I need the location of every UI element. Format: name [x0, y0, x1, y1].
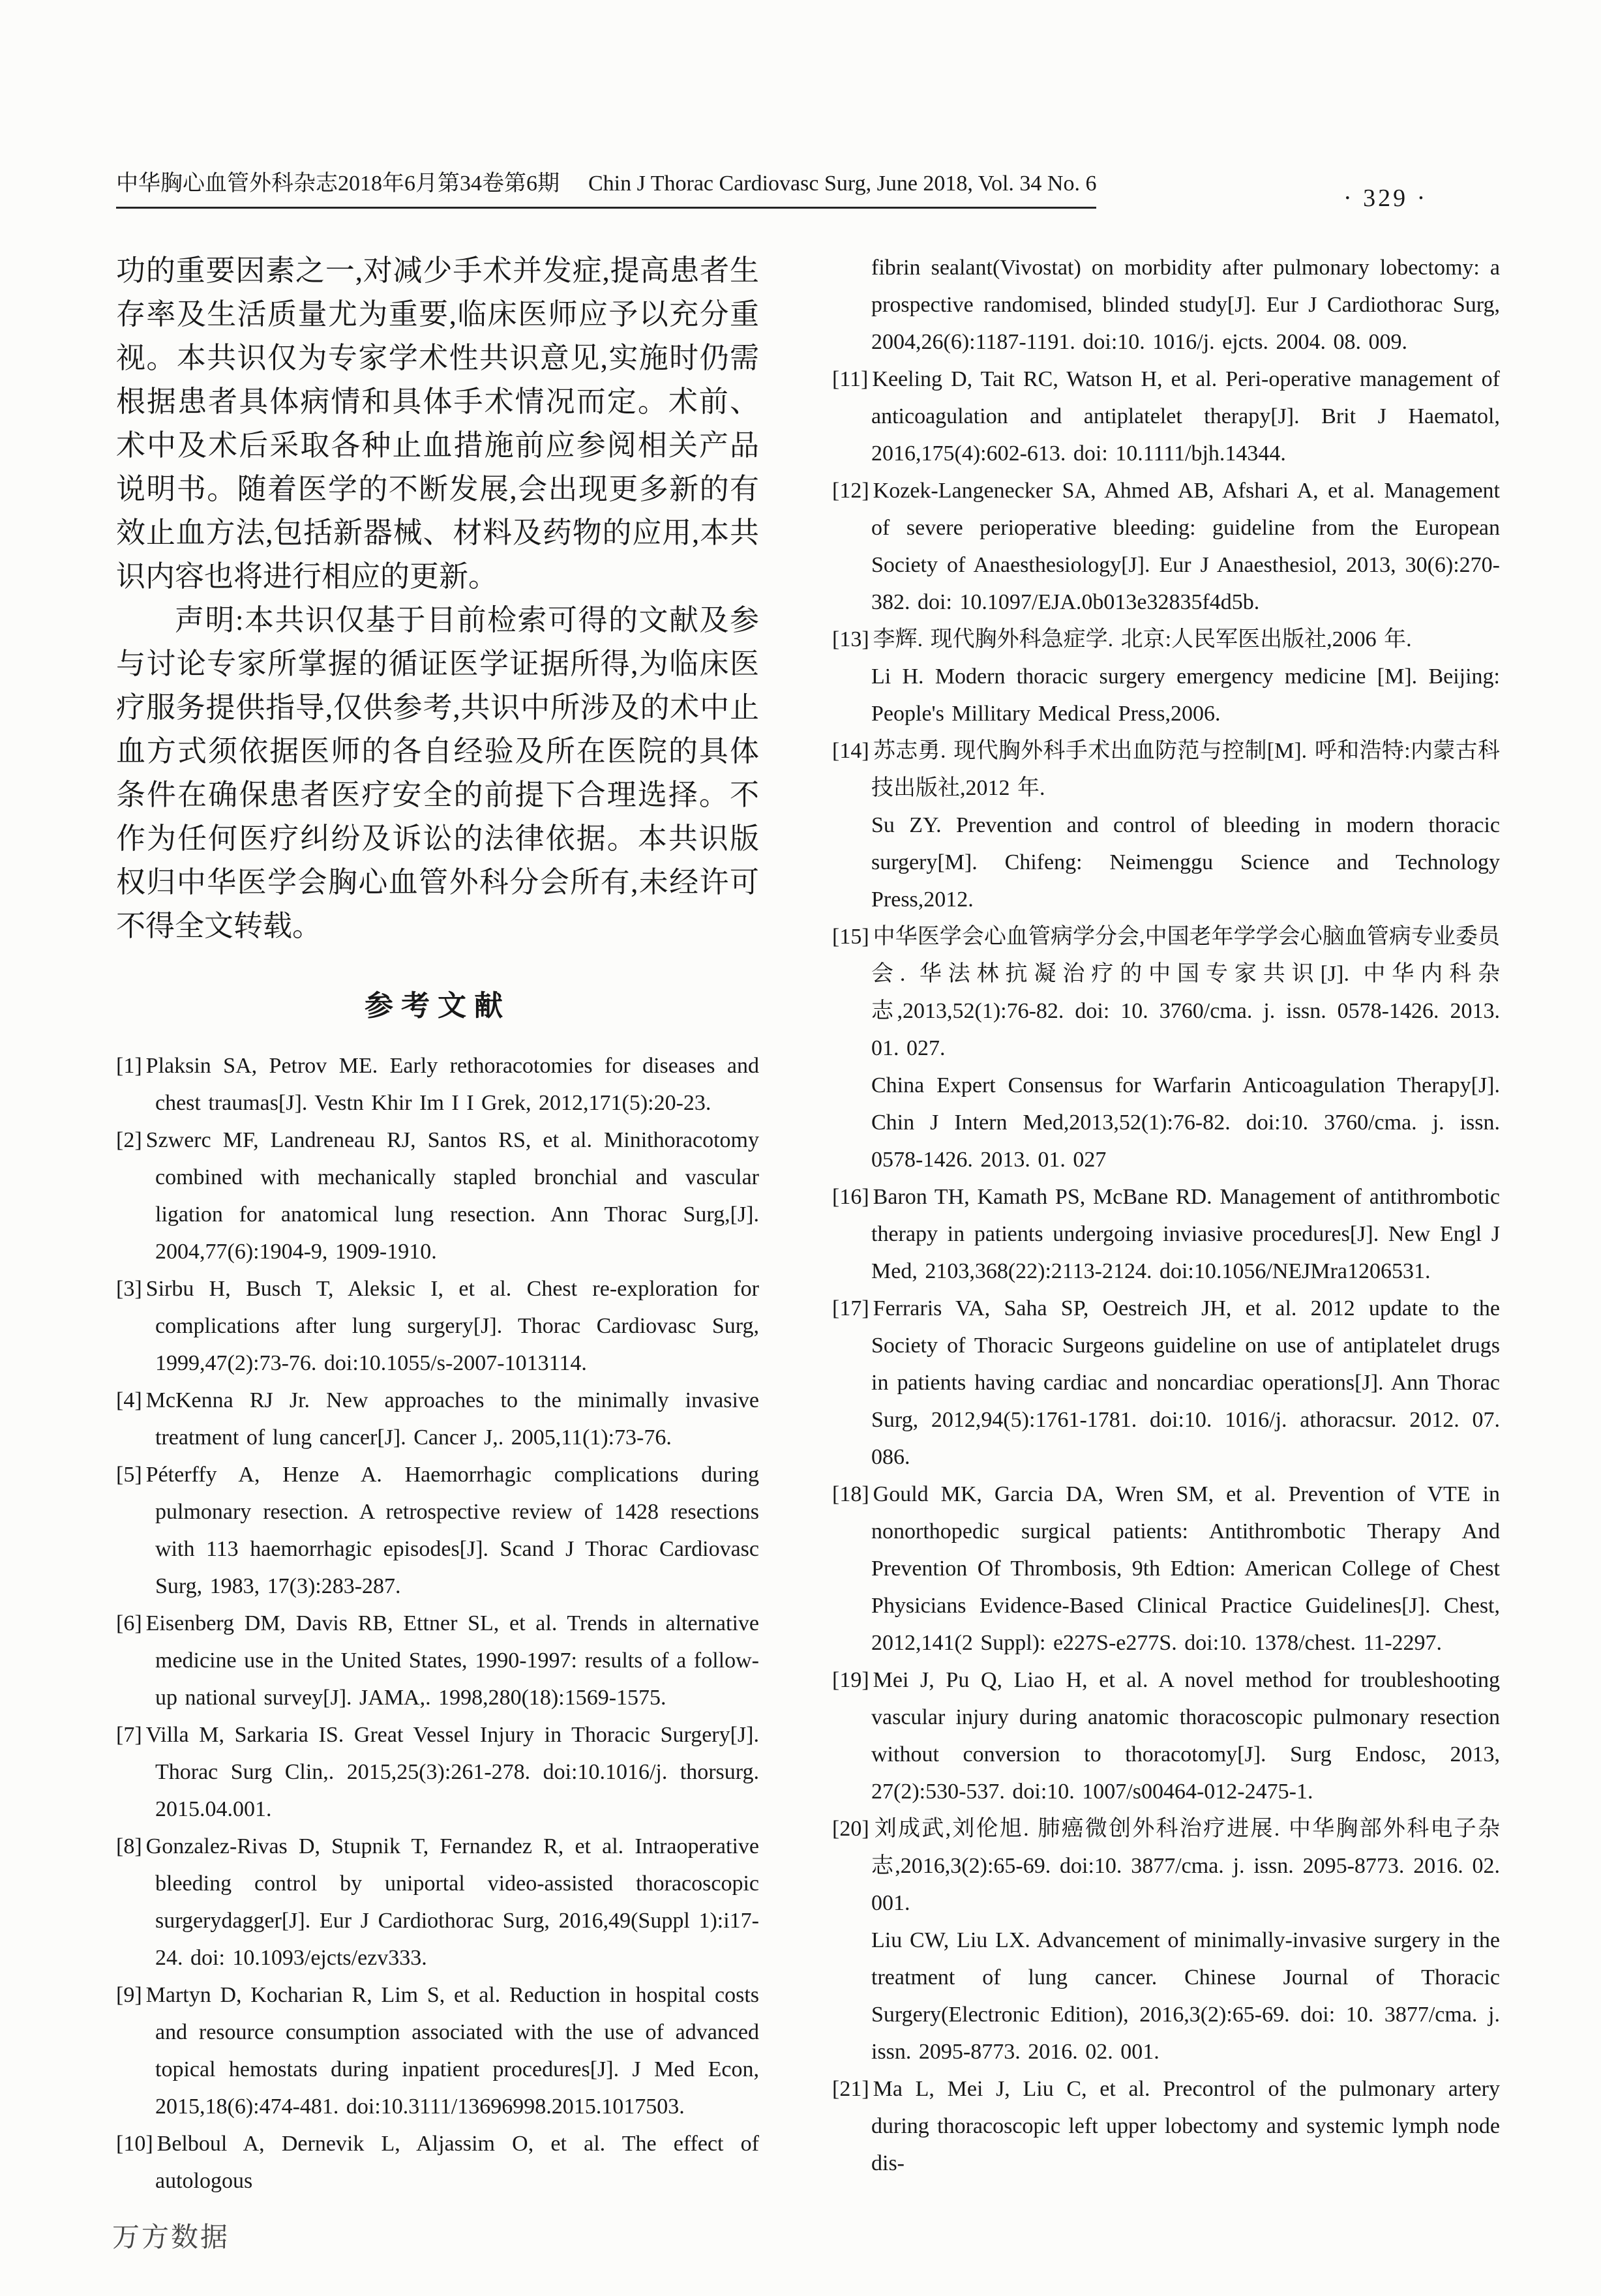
reference-text-line: [832, 918, 1500, 1067]
left-column: [116, 249, 759, 2199]
reference-21: [832, 2070, 1500, 2182]
right-column: [832, 249, 1500, 2199]
reference-text: 刘成武,刘伦旭. 肺癌微创外科治疗进展. 中华胸部外科电子杂志,2016,3(2):65-69. doi:10. 3877/cma. j. issn. 2095-8773. 2016. 02. 001.: [871, 1817, 1500, 1915]
paragraph-statement: 声明:本共识仅基于目前检索可得的文献及参与讨论专家所掌握的循证医学证据所得,为临床医疗服务提供指导,仅供参考,共识中所涉及的术中止血方式须依据医师的各自经验及所在医院的具体条件在确保患者医疗安全的前提下合理选择。不作为任何医疗纠纷及诉讼的法律依据。本共识版权归中华医学会胸心血管外科分会所有,未经许可不得全文转载。: [116, 604, 759, 942]
reference-5: [116, 1456, 759, 1605]
reference-3: [116, 1270, 759, 1382]
reference-id: [3]: [116, 1277, 142, 1301]
reference-text: Sirbu H, Busch T, Aleksic I, et al. Chest re-exploration for complications after lung surgery[J]. Thorac Cardiovasc Surg, 1999,47(2):73-76. doi:10.1055/s-2007-1013114.: [145, 1277, 759, 1375]
reference-11: [832, 361, 1500, 472]
reference-text: Gould MK, Garcia DA, Wren SM, et al. Prevention of VTE in nonorthopedic surgical patients: Antithrombotic Therapy And Prevention Of Thrombosis, 9th Edtion: American College of Chest Physicians Evidence-Based Clinical Practice Guidelines[J]. Chest, 2012,141(2 Suppl): e227S-e277S. doi:10. 1378/chest. 11-2297.: [871, 1482, 1500, 1655]
reference-id: [7]: [116, 1723, 142, 1747]
reference-14: [832, 732, 1500, 918]
reference-id: [8]: [116, 1834, 142, 1858]
reference-18: [832, 1476, 1500, 1662]
reference-text: 李辉. 现代胸外科急症学. 北京:人民军医出版社,2006 年.: [873, 627, 1412, 651]
reference-text: Gonzalez-Rivas D, Stupnik T, Fernandez R, et al. Intraoperative bleeding control by uniportal video-assisted thoracoscopic surgerydagger[J]. Eur J Cardiothorac Surg, 2016,49(Suppl 1):i17-24. doi: 10.1093/ejcts/ezv333.: [145, 1834, 759, 1970]
reference-id: [12]: [832, 479, 869, 503]
reference-id: [5]: [116, 1463, 142, 1487]
reference-text-line: [116, 1605, 759, 1716]
reference-text-line: [116, 1122, 759, 1270]
reference-text: Szwerc MF, Landreneau RJ, Santos RS, et al. Minithoracotomy combined with mechanically stapled bronchial and vascular ligation for anatomical lung resection. Ann Thorac Surg,[J]. 2004,77(6):1904-9, 1909-1910.: [145, 1128, 759, 1264]
reference-15: [832, 918, 1500, 1178]
reference-text-line: [116, 1047, 759, 1122]
reference-translation: China Expert Consensus for Warfarin Anticoagulation Therapy[J]. Chin J Intern Med,2013,52(1):76-82. doi:10. 3760/cma. j. issn. 0578-1426. 2013. 01. 027: [871, 1073, 1500, 1172]
reference-2: [116, 1122, 759, 1270]
reference-text-line: [832, 1662, 1500, 1810]
reference-text-line: [116, 1716, 759, 1828]
reference-id: [18]: [832, 1482, 869, 1506]
reference-text-line: [832, 621, 1500, 658]
reference-translation: Li H. Modern thoracic surgery emergency medicine [M]. Beijing: People's Millitary Medical Press,2006.: [871, 664, 1500, 726]
reference-id: [15]: [832, 925, 869, 949]
reference-id: [9]: [116, 1983, 142, 2007]
wanfang-data-watermark: 万方数据: [112, 2222, 230, 2252]
reference-text: 苏志勇. 现代胸外科手术出血防范与控制[M]. 呼和浩特:内蒙古科技出版社,2012 年.: [871, 739, 1500, 800]
reference-text: Villa M, Sarkaria IS. Great Vessel Injury in Thoracic Surgery[J]. Thorac Surg Clin,. 2015,25(3):261-278. doi:10.1016/j. thorsurg. 2015.04.001.: [145, 1723, 759, 1821]
reference-text: Plaksin SA, Petrov ME. Early rethoracotomies for diseases and chest traumas[J]. Vestn Khir Im I I Grek, 2012,171(5):20-23.: [145, 1054, 759, 1115]
reference-4: [116, 1382, 759, 1456]
reference-id: [13]: [832, 627, 869, 651]
reference-13: [832, 621, 1500, 732]
reference-text: Péterffy A, Henze A. Haemorrhagic complications during pulmonary resection. A retrospective review of 1428 resections with 113 haemorrhagic episodes[J]. Scand J Thorac Cardiovasc Surg, 1983, 17(3):283-287.: [145, 1463, 759, 1598]
reference-text-line: [832, 2070, 1500, 2182]
reference-16: [832, 1178, 1500, 1290]
reference-id: [14]: [832, 739, 869, 763]
reference-text: Kozek-Langenecker SA, Ahmed AB, Afshari A, et al. Management of severe perioperative bleeding: guideline from the European Society of Anaesthesiology[J]. Eur J Anaesthesiol, 2013, 30(6):270-382. doi: 10.1097/EJA.0b013e32835f4d5b.: [871, 479, 1500, 614]
journal-title-cn: 中华胸心血管外科杂志2018年6月第34卷第6期: [116, 171, 560, 196]
reference-id: [21]: [832, 2077, 869, 2101]
paragraph-continued: 功的重要因素之一,对减少手术并发症,提高患者生存率及生活质量尤为重要,临床医师应予以充分重视。本共识仅为专家学术性共识意见,实施时仍需根据患者具体病情和具体手术情况而定。术前、术中及术后采取各种止血措施前应参阅相关产品说明书。随着医学的不断发展,会出现更多新的有效止血方法,包括新器械、材料及药物的应用,本共识内容也将进行相应的更新。: [116, 254, 759, 593]
reference-id: [4]: [116, 1388, 142, 1412]
reference-text-line: [116, 1976, 759, 2125]
reference-text-line: [832, 249, 1500, 361]
page-header: [116, 171, 1096, 209]
reference-text: Ma L, Mei J, Liu C, et al. Precontrol of the pulmonary artery during thoracoscopic left upper lobectomy and systemic lymph node dis-: [871, 2077, 1500, 2175]
reference-list-right: [832, 249, 1500, 2182]
reference-10: [116, 2125, 759, 2199]
reference-continuation: [832, 249, 1500, 361]
reference-text: McKenna RJ Jr. New approaches to the minimally invasive treatment of lung cancer[J]. Cancer J,. 2005,11(1):73-76.: [145, 1388, 759, 1450]
reference-1: [116, 1047, 759, 1122]
reference-text-line: [116, 1270, 759, 1382]
reference-text-line: [832, 1476, 1500, 1662]
reference-text: Ferraris VA, Saha SP, Oestreich JH, et al. 2012 update to the Society of Thoracic Surgeons guideline on use of antiplatelet drugs in patients having cardiac and noncardiac operations[J]. Ann Thorac Surg, 2012,94(5):1761-1781. doi:10. 1016/j. athoracsur. 2012. 07. 086.: [871, 1296, 1500, 1469]
reference-text-line: [832, 361, 1500, 472]
two-column-body: [116, 249, 1500, 2199]
reference-text: Belboul A, Dernevik L, Aljassim O, et al. The effect of autologous: [155, 2132, 759, 2193]
reference-id: [10]: [116, 2132, 153, 2156]
reference-id: [17]: [832, 1296, 869, 1320]
reference-12: [832, 472, 1500, 621]
reference-id: [6]: [116, 1611, 142, 1635]
reference-text: fibrin sealant(Vivostat) on morbidity after pulmonary lobectomy: a prospective randomised, blinded study[J]. Eur J Cardiothorac Surg, 2004,26(6):1187-1191. doi:10. 1016/j. ejcts. 2004. 08. 009.: [871, 256, 1500, 354]
reference-text: Baron TH, Kamath PS, McBane RD. Management of antithrombotic therapy in patients undergoing inviasive procedures[J]. New Engl J Med, 2103,368(22):2113-2124. doi:10.1056/NEJMra1206531.: [871, 1185, 1500, 1283]
reference-text: Martyn D, Kocharian R, Lim S, et al. Reduction in hospital costs and resource consumption associated with the use of advanced topical hemostats during inpatient procedures[J]. J Med Econ, 2015,18(6):474-481. doi:10.3111/13696998.2015.1017503.: [145, 1983, 759, 2119]
reference-9: [116, 1976, 759, 2125]
reference-translation: Liu CW, Liu LX. Advancement of minimally-invasive surgery in the treatment of lung cancer. Chinese Journal of Thoracic Surgery(Electronic Edition), 2016,3(2):65-69. doi: 10. 3877/cma. j. issn. 2095-8773. 2016. 02. 001.: [871, 1928, 1500, 2064]
reference-text-line: [832, 472, 1500, 621]
reference-translation: Su ZY. Prevention and control of bleeding in modern thoracic surgery[M]. Chifeng: Neimenggu Science and Technology Press,2012.: [871, 813, 1500, 912]
journal-title-en: Chin J Thorac Cardiovasc Surg, June 2018, Vol. 34 No. 6: [588, 171, 1097, 196]
reference-id: [1]: [116, 1054, 142, 1078]
reference-8: [116, 1828, 759, 1976]
reference-id: [16]: [832, 1185, 869, 1209]
reference-text: Eisenberg DM, Davis RB, Ettner SL, et al. Trends in alternative medicine use in the United States, 1990-1997: results of a follow-up national survey[J]. JAMA,. 1998,280(18):1569-1575.: [145, 1611, 759, 1710]
reference-id: [20]: [832, 1817, 869, 1841]
reference-text-line: [116, 1382, 759, 1456]
references-heading: 参考文献: [365, 990, 511, 1022]
reference-list-left: [116, 1047, 759, 2199]
reference-text: Mei J, Pu Q, Liao H, et al. A novel method for troubleshooting vascular injury during anatomic thoracoscopic pulmonary resection without conversion to thoracotomy[J]. Surg Endosc, 2013, 27(2):530-537. doi:10. 1007/s00464-012-2475-1.: [871, 1668, 1500, 1804]
reference-text-line: [832, 1810, 1500, 1922]
reference-text: 中华医学会心血管病学分会,中国老年学学会心脑血管病专业委员会. 华法林抗凝治疗的中国专家共识[J]. 中华内科杂志,2013,52(1):76-82. doi: 10. 3760/cma. j. issn. 0578-1426. 2013. 01. 027.: [871, 925, 1500, 1060]
reference-id: [11]: [832, 367, 869, 391]
reference-6: [116, 1605, 759, 1716]
reference-text-line: [116, 1828, 759, 1976]
reference-text-line: [832, 1178, 1500, 1290]
reference-text-line: [832, 1290, 1500, 1476]
reference-20: [832, 1810, 1500, 2070]
reference-text: Keeling D, Tait RC, Watson H, et al. Peri-operative management of anticoagulation and antiplatelet therapy[J]. Brit J Haematol, 2016,175(4):602-613. doi: 10.1111/bjh.14344.: [871, 367, 1500, 466]
reference-17: [832, 1290, 1500, 1476]
reference-id: [2]: [116, 1128, 142, 1152]
page-number: · 329 ·: [1343, 185, 1428, 212]
reference-id: [19]: [832, 1668, 869, 1692]
reference-text-line: [116, 1456, 759, 1605]
reference-text-line: [832, 732, 1500, 807]
reference-7: [116, 1716, 759, 1828]
reference-19: [832, 1662, 1500, 1810]
reference-text-line: [116, 2125, 759, 2199]
